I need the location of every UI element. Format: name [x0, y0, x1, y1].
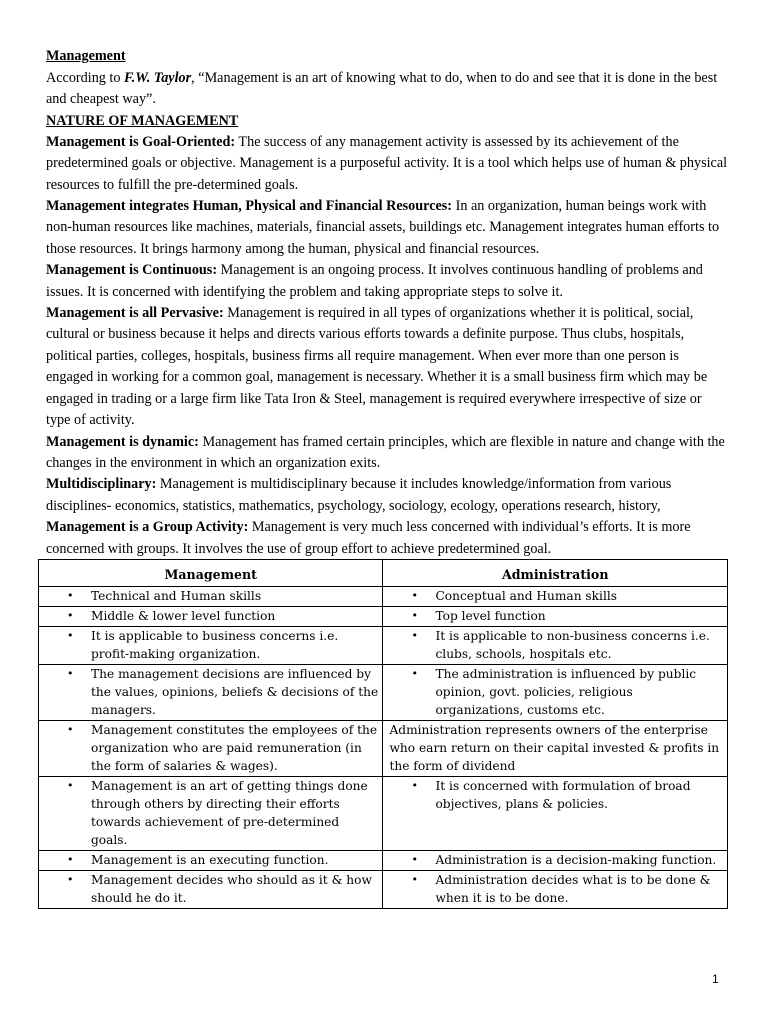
bullet-item: • Management constitutes the employees of the organization who are paid remuneration (in the form of salaries & wages). — [43, 721, 378, 775]
point-text: Management is required in all types of organizations whether it is political, social, cultural or business because it helps and directs various efforts towards a definite purpose. Thus clubs, hospitals, political parties, colleges, hospitals, business firms all require management. When ever more than one person is engaged in working for a common goal, management is necessary. Whether it is a small business firm which may be engaged in trading or a large firm like Tata Iron & Steel, management is required everywhere irrespective of size or type of activity. — [46, 305, 708, 429]
plain-cell-text: Administration represents owners of the enterprise who earn return on their capital invested & profits in the form of dividend — [389, 723, 720, 773]
table-cell — [383, 851, 728, 871]
table-header-row — [39, 560, 728, 587]
nature-heading: NATURE OF MANAGEMENT — [46, 112, 239, 129]
point-group-activity — [46, 517, 728, 560]
point-term: Multidisciplinary: — [46, 476, 157, 493]
point-integrates-resources — [46, 196, 728, 260]
bullet-item: • The management decisions are influenced by the values, opinions, beliefs & decisions of the managers. — [43, 665, 378, 719]
table-row — [39, 587, 728, 607]
table-cell — [39, 721, 383, 777]
table-cell — [39, 777, 383, 851]
table-cell — [383, 871, 728, 909]
point-text: Management has framed certain principles, which are flexible in nature and change with the changes in the environment in which an organization exits. — [46, 433, 725, 471]
table-cell — [383, 777, 728, 851]
point-multidisciplinary — [46, 474, 728, 517]
bullet-item: • Administration decides what is to be done & when it is to be done. — [387, 871, 723, 907]
point-text: In an organization, human beings work with non-human resources like machines, materials, financial assets, buildings etc. Management integrates human efforts to those resources. It brings harmony among the human, physical and financial resources. — [46, 198, 720, 257]
point-term: Management is all Pervasive: — [46, 305, 224, 322]
point-continuous — [46, 260, 728, 303]
table-cell — [383, 665, 728, 721]
page-number: 1 — [712, 972, 719, 986]
point-term: Management is Goal-Oriented: — [46, 133, 236, 150]
table-cell — [383, 587, 728, 607]
table-cell — [383, 721, 728, 777]
header-management: Management — [39, 560, 383, 587]
table-row — [39, 665, 728, 721]
table-row — [39, 607, 728, 627]
comparison-table — [38, 559, 728, 909]
bullet-item: • Management is an executing function. — [43, 851, 378, 869]
header-administration: Administration — [383, 560, 728, 587]
table-cell — [383, 607, 728, 627]
bullet-item: • It is concerned with formulation of broad objectives, plans & policies. — [387, 777, 723, 813]
table-row — [39, 721, 728, 777]
bullet-item: • It is applicable to business concerns i.e. profit-making organization. — [43, 627, 378, 663]
intro-paragraph — [46, 68, 728, 111]
point-term: Management is Continuous: — [46, 262, 218, 279]
table-row — [39, 777, 728, 851]
table-row — [39, 871, 728, 909]
table-cell — [39, 587, 383, 607]
bullet-item: • Administration is a decision-making function. — [387, 851, 723, 869]
point-goal-oriented — [46, 132, 728, 196]
bullet-item: • Middle & lower level function — [43, 607, 378, 625]
bullet-item: • It is applicable to non-business concerns i.e. clubs, schools, hospitals etc. — [387, 627, 723, 663]
bullet-item: • Management decides who should as it & how should he do it. — [43, 871, 378, 907]
table-cell — [39, 627, 383, 665]
bullet-item: • Conceptual and Human skills — [387, 587, 723, 605]
point-all-pervasive — [46, 303, 728, 431]
point-text: Management is multidisciplinary because it includes knowledge/information from various disciplines- economics, statistics, mathematics, psychology, sociology, ecology, operations research, history, — [46, 476, 672, 514]
point-term: Management is a Group Activity: — [46, 519, 249, 536]
bullet-item: • Technical and Human skills — [43, 587, 378, 605]
table-cell — [39, 851, 383, 871]
table-row — [39, 627, 728, 665]
point-text: Management is very much less concerned with individual’s efforts. It is more concerned with groups. It involves the use of group effort to achieve predetermined goal. — [46, 519, 691, 557]
intro-prefix: According to — [46, 70, 125, 86]
table-cell — [39, 607, 383, 627]
table-cell — [39, 665, 383, 721]
point-dynamic — [46, 432, 728, 475]
page-title: Management — [46, 48, 126, 64]
intro-author: F.W. Taylor — [124, 70, 192, 86]
point-term: Management integrates Human, Physical and Financial Resources: — [46, 198, 453, 215]
table-row — [39, 851, 728, 871]
table-cell — [39, 871, 383, 909]
point-text: Management is an ongoing process. It involves continuous handling of problems and issues. It is concerned with identifying the problem and taking appropriate steps to solve it. — [46, 262, 703, 300]
intro-quote: , “Management is an art of knowing what to do, when to do and see that it is done in the best and cheapest way”. — [46, 70, 718, 108]
table-cell — [383, 627, 728, 665]
bullet-item: • Top level function — [387, 607, 723, 625]
point-text: The success of any management activity is assessed by its achievement of the predetermined goals or objective. Management is a purposeful activity. It is a tool which helps use of human & physical resources to fulfill the pre-determined goals. — [46, 133, 728, 193]
bullet-item: • The administration is influenced by public opinion, govt. policies, religious organizations, customs etc. — [387, 665, 723, 719]
document-page — [46, 46, 728, 560]
bullet-item: • Management is an art of getting things done through others by directing their efforts towards achievement of pre-determined goals. — [43, 777, 378, 849]
point-term: Management is dynamic: — [46, 433, 199, 450]
